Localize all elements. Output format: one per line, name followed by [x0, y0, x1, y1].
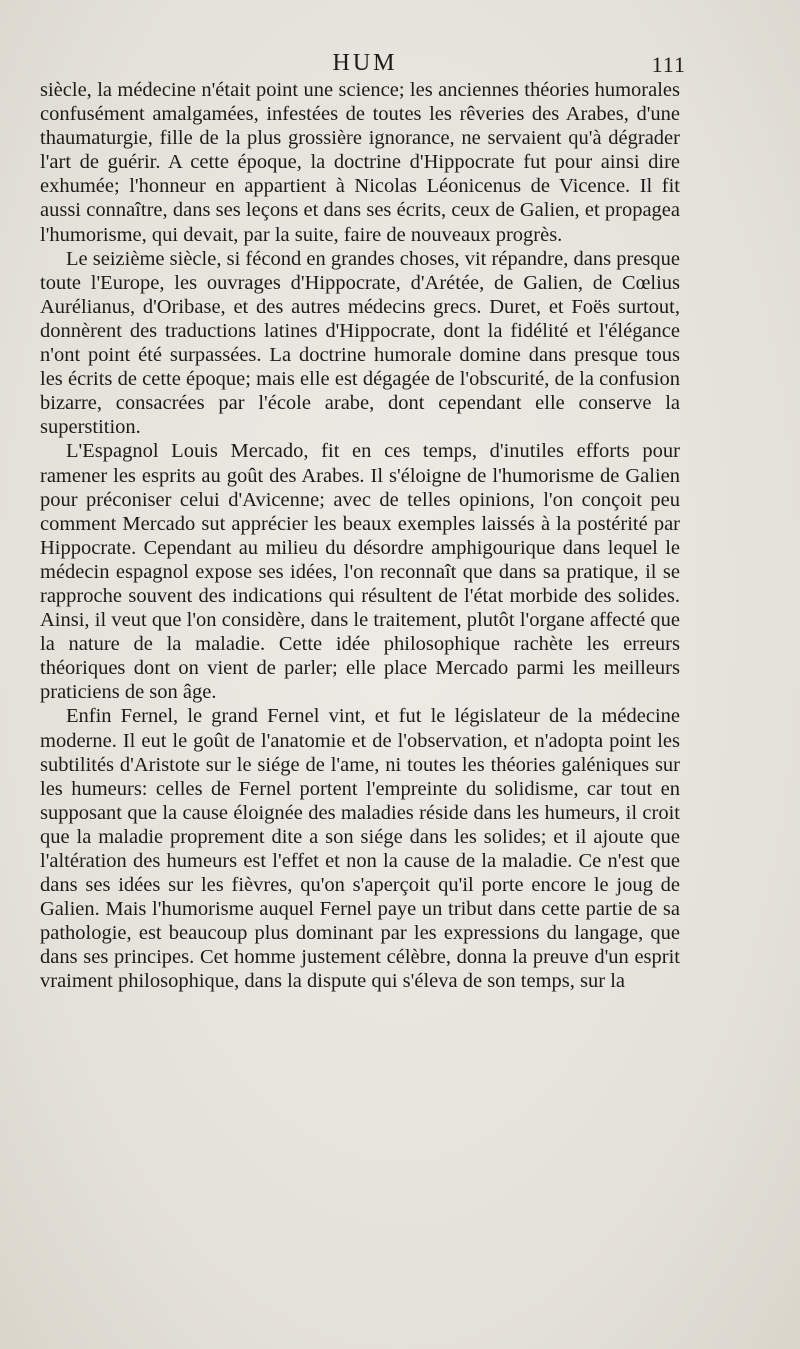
paragraph-sixteenth-century: Le seizième siècle, si fécond en grandes choses, vit répandre, dans presque toute l'Europe, les ouvrages d'Hippocrate, d'Arétée, de Galien, de Cœlius Aurélianus, d'Oribase, et des autres médecins grecs. Duret, et Foës surtout, donnèrent des traductions latines d'Hippocrate, dont la fidélité et l'élégance n'ont point été surpassées. La doctrine humorale domine dans presque tous les écrits de cette époque; mais elle est dégagée de l'obscurité, de la confusion bizarre, consacrées par l'école arabe, dont cependant elle conserve la superstition.: [40, 247, 680, 439]
page-number: 111: [651, 52, 686, 77]
paragraph-fernel: Enfin Fernel, le grand Fernel vint, et fut le législateur de la médecine moderne. Il eut le goût de l'anatomie et de l'observation, et n'adopta point les subtilités d'Aristote sur le siége de l'ame, ni toutes les théories galéniques sur les humeurs: celles de Fernel portent l'empreinte du solidisme, car tout en supposant que la cause éloignée des maladies réside dans les humeurs, il croit que la maladie proprement dite a son siége dans les solides; et il ajoute que l'altération des humeurs est l'effet et non la cause de la maladie. Ce n'est que dans ses idées sur les fièvres, qu'on s'aperçoit qu'il porte encore le joug de Galien. Mais l'humorisme auquel Fernel paye un tribut dans cette partie de sa pathologie, est beaucoup plus dominant par les expressions du langage, que dans ses principes. Cet homme justement célèbre, donna la preuve d'un esprit vraiment philosophique, dans la dispute qui s'éleva de son temps, sur la: [40, 705, 680, 993]
body-text: [40, 78, 680, 994]
running-head: HUM: [332, 50, 398, 76]
paragraph-mercado: L'Espagnol Louis Mercado, fit en ces temps, d'inutiles efforts pour ramener les esprits au goût des Arabes. Il s'éloigne de l'humorisme de Galien pour préconiser celui d'Avicenne; avec de telles opinions, l'on conçoit peu comment Mercado sut apprécier les beaux exemples laissés à la postérité par Hippocrate. Cependant au milieu du désordre amphigourique dans lequel le médecin espagnol expose ses idées, l'on reconnaît que dans sa pratique, il se rapproche souvent des indications qui résultent de l'état morbide des solides. Ainsi, il veut que l'on considère, dans le traitement, plutôt l'organe affecté que la nature de la maladie. Cette idée philosophique rachète les erreurs théoriques dont on vient de parler; elle place Mercado parmi les meilleurs praticiens de son âge.: [40, 440, 680, 704]
paragraph-continued: siècle, la médecine n'était point une science; les anciennes théories humorales confusément amalgamées, infestées de toutes les rêveries des Arabes, d'une thaumaturgie, fille de la plus grossière ignorance, ne servaient qu'à dégrader l'art de guérir. A cette époque, la doctrine d'Hippocrate fut pour ainsi dire exhumée; l'honneur en appartient à Nicolas Léonicenus de Vicence. Il fit aussi connaître, dans ses leçons et dans ses écrits, ceux de Galien, et propagea l'humorisme, qui devait, par la suite, faire de nouveaux progrès.: [40, 79, 680, 246]
